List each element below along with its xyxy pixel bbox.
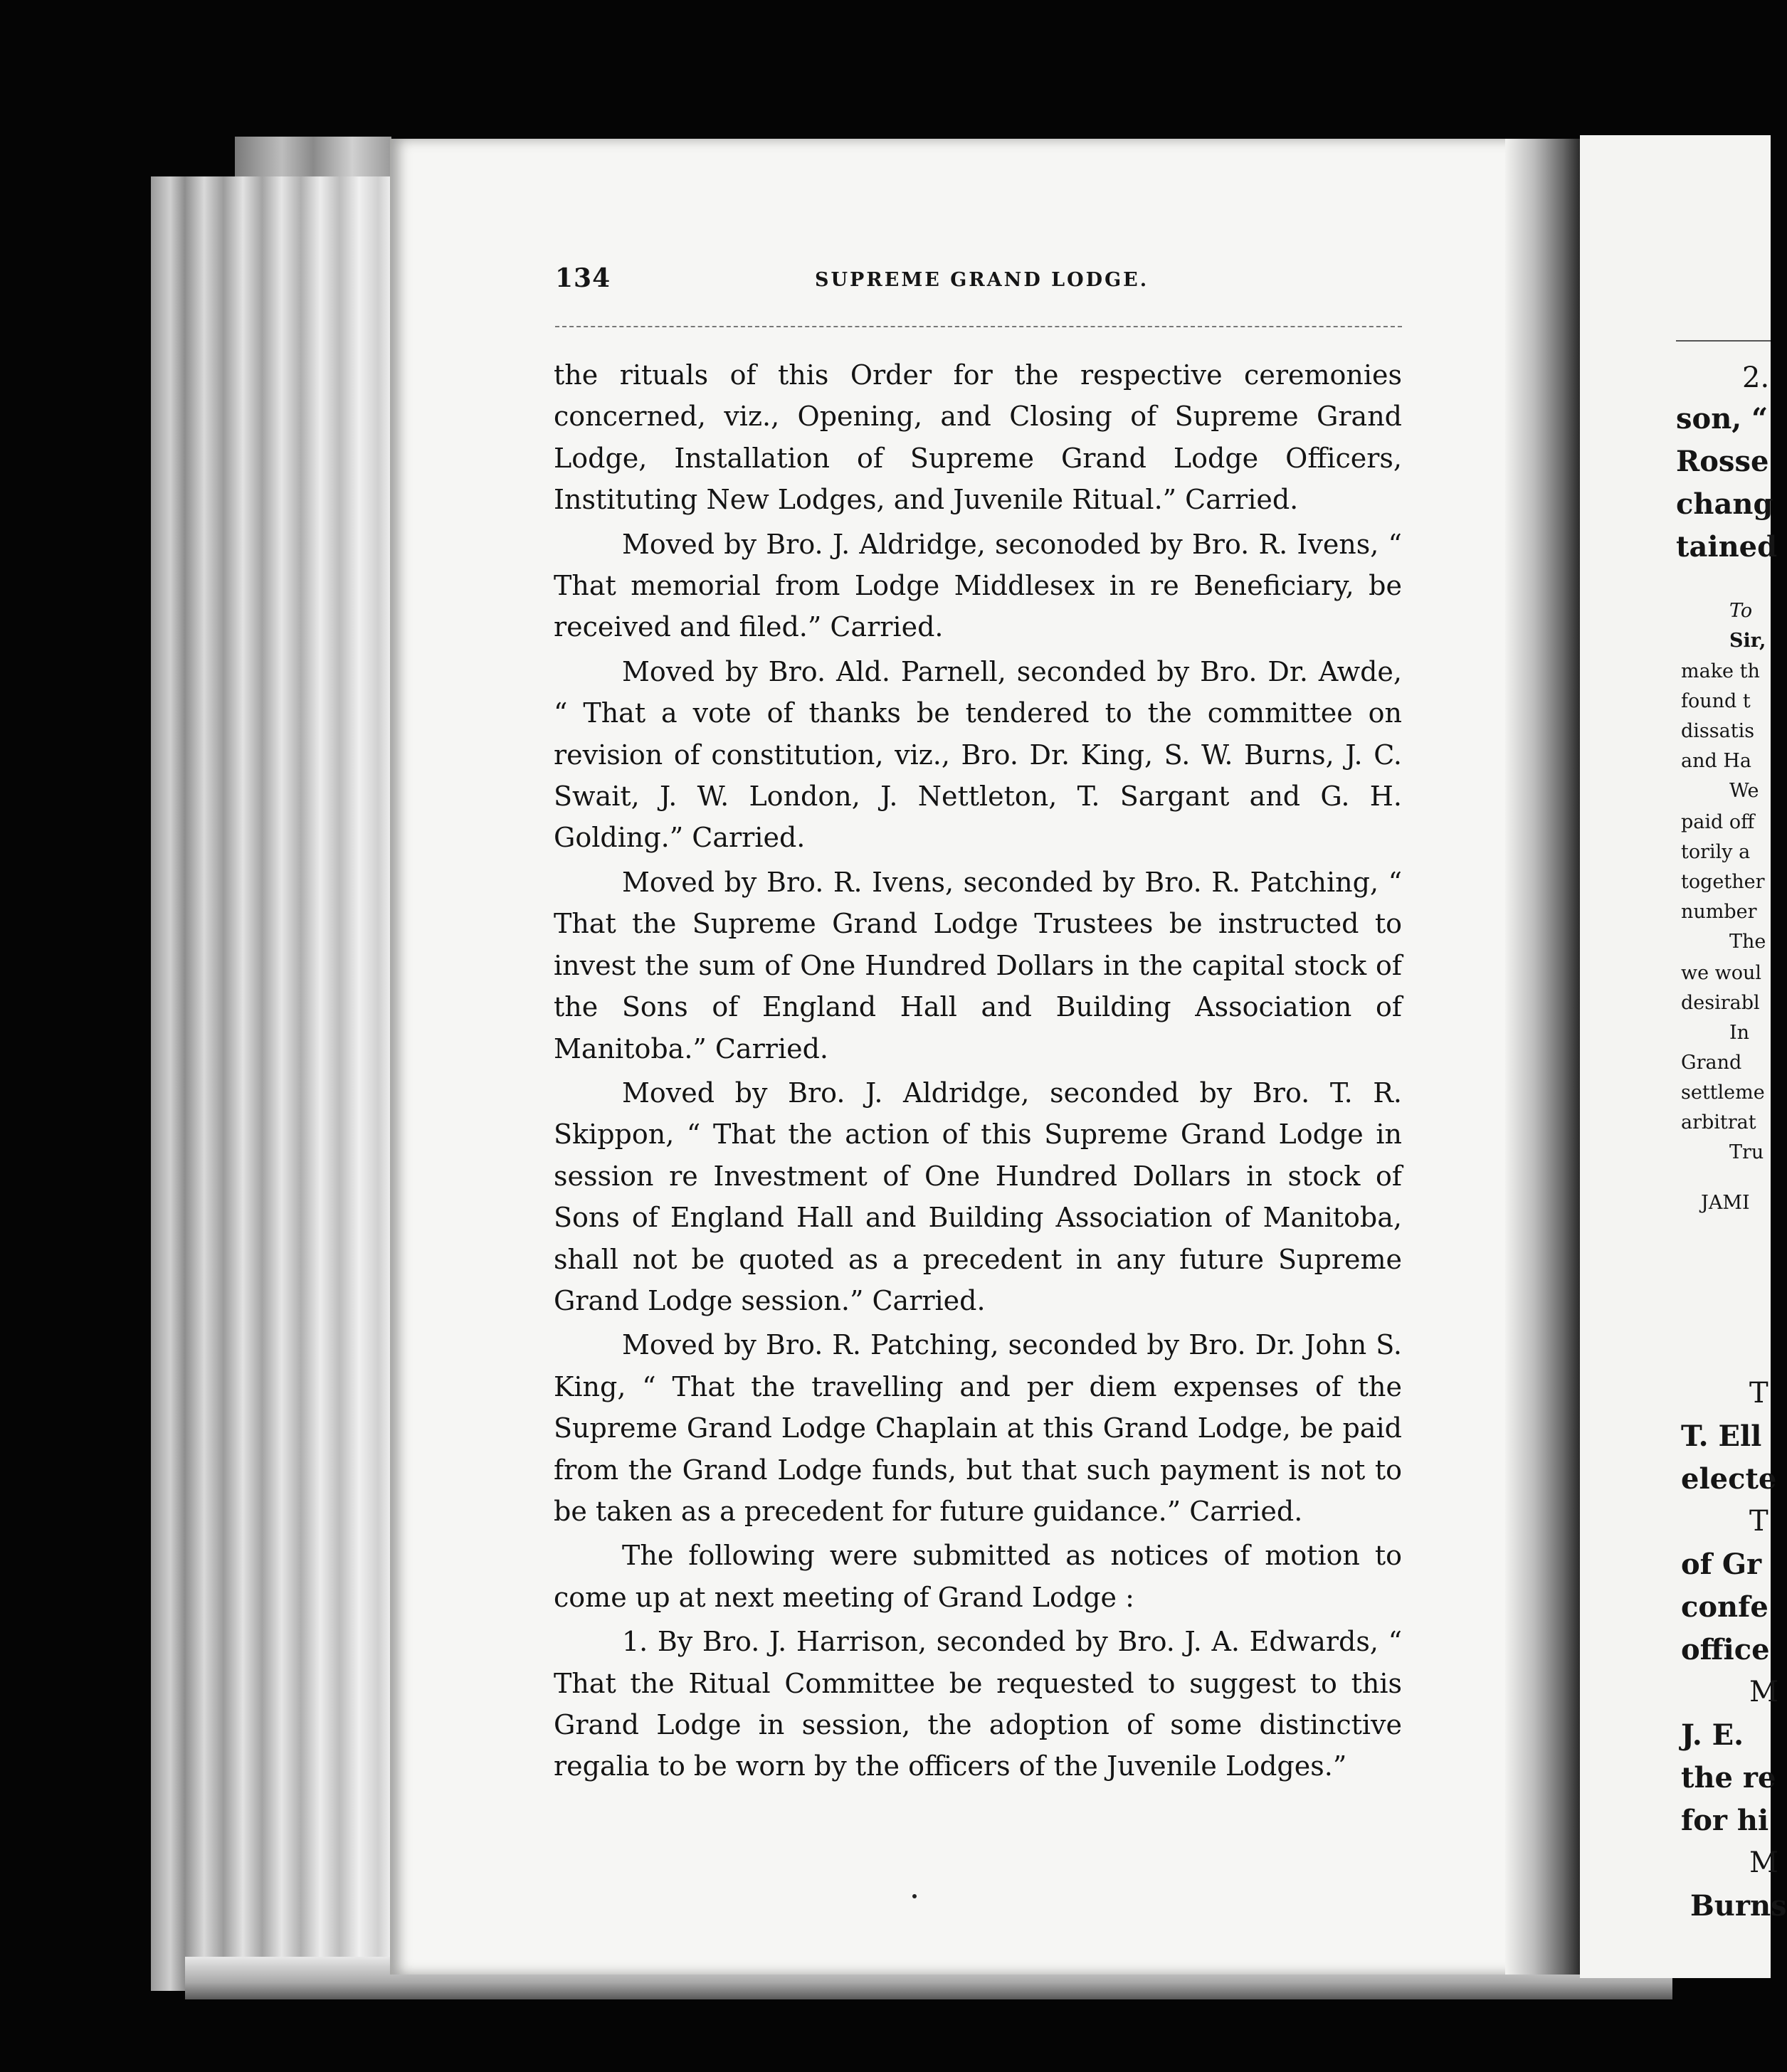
right-page-fragment: T — [1749, 1505, 1768, 1538]
page-edges — [151, 176, 393, 1991]
body-text — [554, 354, 1402, 1790]
right-page-fragment: number — [1681, 901, 1757, 923]
page-number: 134 — [555, 263, 611, 293]
right-page-fragment: for hi — [1681, 1804, 1769, 1837]
right-page-fragment: electe — [1681, 1462, 1777, 1496]
right-page-fragment: and Ha — [1681, 750, 1751, 772]
paragraph: Moved by Bro. J. Aldridge, seconded by Bro. T. R. Skippon, “ That the action of this Supreme Grand Lodge in session re Investment of One Hundred Dollars in stock of Sons of England Hall and Building Association of Manitoba, shall not be quoted as a precedent in any future Supreme Grand Lodge session.” Carried. — [554, 1077, 1402, 1316]
running-head: SUPREME GRAND LODGE. — [815, 269, 1149, 291]
paragraph: Moved by Bro. R. Patching, seconded by Bro. Dr. John S. King, “ That the travelling and per diem expenses of the Supreme Grand Lodge Chaplain at this Grand Lodge, be paid from the Grand Lodge funds, but that such payment is not to be taken as a precedent for future guidance.” Carried. — [554, 1329, 1402, 1527]
right-page-fragment: torily a — [1681, 841, 1751, 863]
right-page-fragment: T — [1749, 1377, 1768, 1410]
right-page-fragment: confe — [1681, 1590, 1768, 1624]
right-page-fragment: make th — [1681, 660, 1760, 682]
right-page-fragment: In — [1729, 1022, 1750, 1044]
paragraph: The following were submitted as notices of motion to come up at next meeting of Grand Lodge : — [554, 1540, 1402, 1613]
right-page-fragment: Sir, — [1729, 630, 1766, 652]
right-page-fragment: settleme — [1681, 1082, 1765, 1104]
right-page-fragment: We — [1729, 780, 1759, 802]
right-page-fragment: dissatis — [1681, 720, 1755, 742]
paragraph: Moved by Bro. R. Ivens, seconded by Bro. R. Patching, “ That the Supreme Grand Lodge Trustees be instructed to invest the sum of One Hundred Dollars in the capital stock of the Sons of England Hall and Building Association of Manitoba.” Carried. — [554, 866, 1402, 1064]
paragraph: 1. By Bro. J. Harrison, seconded by Bro. J. A. Edwards, “ That the Ritual Committee be requested to suggest to this Grand Lodge in session, the adoption of some distinctive regalia to be worn by the officers of the Juvenile Lodges.” — [554, 1626, 1402, 1782]
page-header — [555, 263, 1402, 306]
ink-dot — [912, 1894, 917, 1898]
right-page-fragment: we woul — [1681, 962, 1762, 984]
right-page-rule — [1676, 340, 1771, 342]
right-page-fragment: The — [1729, 931, 1766, 953]
right-page-fragment: the re — [1681, 1761, 1776, 1794]
header-rule — [555, 326, 1402, 327]
right-page-fragment: M — [1749, 1676, 1778, 1708]
right-page-fragment: chang — [1676, 487, 1773, 521]
right-page-fragment: Burns — [1690, 1889, 1787, 1923]
right-page-fragment: M — [1749, 1846, 1778, 1879]
right-page-fragment: office — [1681, 1633, 1770, 1666]
right-page-fragment: of Gr — [1681, 1548, 1762, 1581]
book-gutter — [1505, 139, 1587, 1975]
right-page-fragment: tained — [1676, 530, 1778, 564]
right-page-fragment: T. Ell — [1681, 1420, 1762, 1453]
right-page-fragment: together — [1681, 871, 1765, 893]
paragraph: Moved by Bro. Ald. Parnell, seconded by Bro. Dr. Awde, “ That a vote of thanks be tendered to the committee on revision of constitution, viz., Bro. Dr. King, S. W. Burns, J. C. Swait, J. W. London, J. Nettleton, T. Sargant and G. H. Golding.” Carried. — [554, 655, 1402, 854]
page-edges-top — [235, 137, 391, 179]
paragraph: Moved by Bro. J. Aldridge, seconoded by Bro. R. Ivens, “ That memorial from Lodge Middlesex in re Beneficiary, be received and filed.” Carried. — [554, 528, 1402, 643]
right-page-fragment: Grand — [1681, 1052, 1742, 1074]
right-page-fragment: J. E. — [1681, 1718, 1744, 1752]
right-page-fragment: found t — [1681, 690, 1751, 712]
right-page-fragment: son, “ — [1676, 402, 1768, 435]
paragraph: the rituals of this Order for the respective ceremonies concerned, viz., Opening, and Closing of Supreme Grand Lodge, Installation of Supreme Grand Lodge Officers, Instituting New Lodges, and Juvenile Ritual.” Carried. — [554, 359, 1402, 516]
right-page-fragment: desirabl — [1681, 992, 1760, 1014]
right-page-fragment: JAMI — [1701, 1192, 1750, 1214]
right-page-fragment: Tru — [1729, 1141, 1764, 1163]
right-page-fragment: paid off — [1681, 811, 1755, 833]
right-page-fragment: arbitrat — [1681, 1111, 1756, 1133]
right-page-fragment: Rosse — [1676, 445, 1769, 478]
right-page-fragment: To — [1729, 600, 1753, 622]
right-page-fragment: 2. — [1742, 361, 1770, 394]
